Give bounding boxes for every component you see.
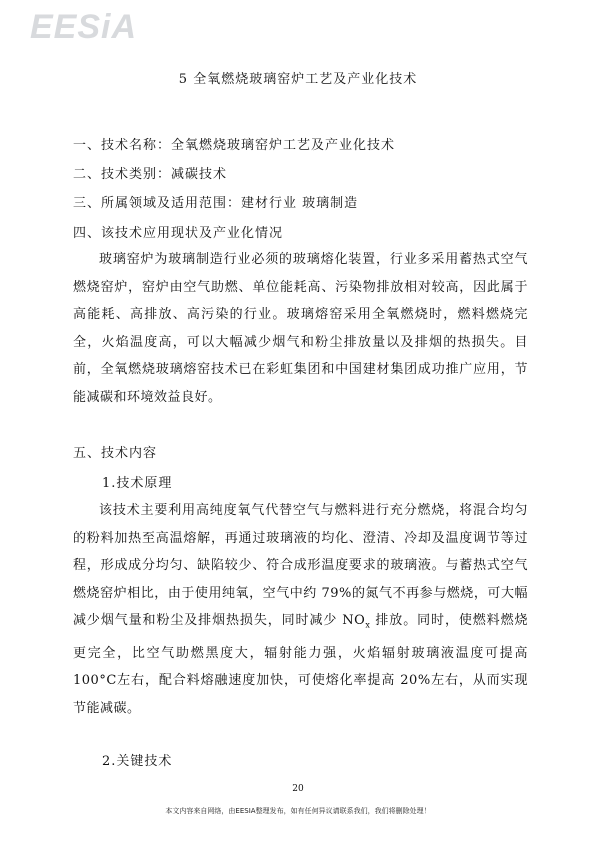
principle-paragraph xyxy=(73,497,528,722)
page-number: 20 xyxy=(292,784,304,794)
principle-text-b: 排放。同时，使燃料燃烧更完全，比空气助燃黑度大，辐射能力强，火焰辐射玻璃液温度可提高 100°C左右，配合料熔融速度加快，可使熔化率提高 20%左右，从而实现节能减碳。 xyxy=(73,613,528,716)
status-heading: 四、该技术应用现状及产业化情况 xyxy=(73,226,284,241)
tech-category-line: 二、技术类别：减碳技术 xyxy=(73,167,228,182)
principle-text-a: 该技术主要利用高纯度氧气代替空气与燃料进行充分燃烧，将混合均匀的粉料加热至高温熔解，再通过玻璃液的均化、澄清、冷却及温度调节等过程，形成成分均匀、缺陷较少、符合成形温度要求的玻璃液。与蓄热式空气燃烧窑炉相比，由于使用纯氧，空气中约 79%的氮气不再参与燃烧，可大幅减少烟气量和粉尘及排烟热损失，同时减少 NO xyxy=(73,503,528,629)
footer-disclaimer: 本文内容来自网络，由EESIA整理发布，如有任何异议请联系我们，我们将删除处理！ xyxy=(165,807,431,815)
eesia-logo: EESiA xyxy=(30,8,138,46)
tech-scope-line: 三、所属领域及适用范围：建材行业 玻璃制造 xyxy=(73,196,359,211)
status-paragraph: 玻璃窑炉为玻璃制造行业必须的玻璃熔化装置，行业多采用蓄热式空气燃烧窑炉，窑炉由空气助燃、单位能耗高、污染物排放相对较高，因此属于高能耗、高排放、高污染的行业。玻璃熔窑采用全氧燃烧时，燃料燃烧完全，火焰温度高，可以大幅减少烟气和粉尘排放量以及排烟的热损失。目前，全氧燃烧玻璃熔窑技术已在彩虹集团和中国建材集团成功推广应用，节能减碳和环境效益良好。 xyxy=(73,252,528,405)
key-tech-heading: 2.关键技术 xyxy=(102,754,173,769)
principle-heading: 1.技术原理 xyxy=(102,476,173,491)
nox-subscript: x xyxy=(365,620,371,630)
document-title: 5 全氧燃烧玻璃窑炉工艺及产业化技术 xyxy=(178,72,418,87)
content-heading: 五、技术内容 xyxy=(73,446,158,461)
tech-name-line: 一、技术名称：全氧燃烧玻璃窑炉工艺及产业化技术 xyxy=(73,138,396,153)
